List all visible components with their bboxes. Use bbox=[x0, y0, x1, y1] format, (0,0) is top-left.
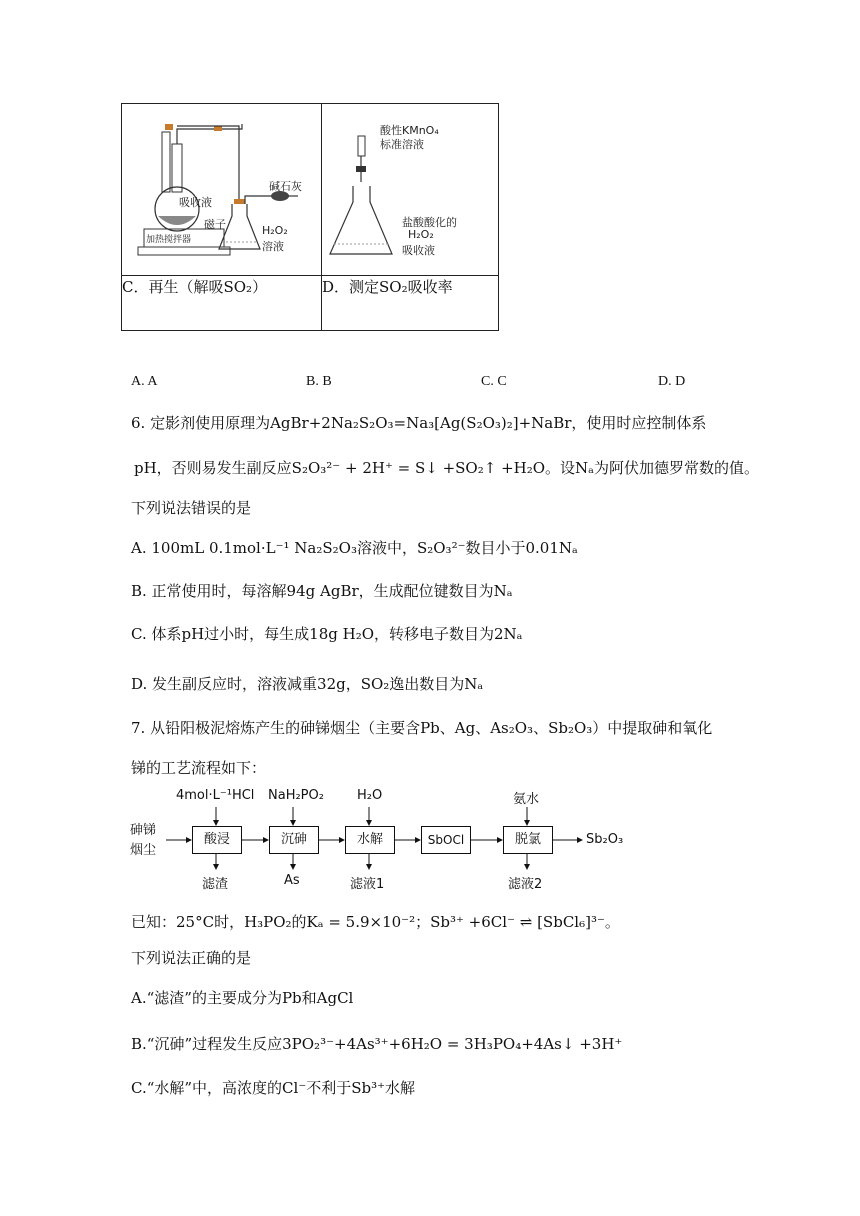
q5-option-a: A. A bbox=[131, 374, 158, 389]
label-absorbent: 吸收液 bbox=[179, 196, 212, 209]
apparatus-c-cell bbox=[122, 104, 322, 276]
flow-step-hydrolysis: 水解 bbox=[345, 826, 395, 854]
flow-reagent-nah2po2: NaH₂PO₂ bbox=[268, 788, 324, 803]
flow-output-filtrate1: 滤液1 bbox=[350, 877, 385, 892]
flow-output-filtrate2: 滤液2 bbox=[508, 877, 543, 892]
label-soda-lime: 碱石灰 bbox=[269, 180, 302, 193]
caption-d: D．测定SO₂吸收率 bbox=[322, 276, 499, 331]
q7-option-b: B.“沉砷”过程发生反应3PO₂³⁻+4As³⁺+6H₂O = 3H₃PO₄+4As↓ +3H⁺ bbox=[131, 1035, 623, 1053]
flow-output-residue: 滤渣 bbox=[202, 877, 229, 892]
q7-stem-line2: 锑的工艺流程如下： bbox=[131, 759, 267, 777]
flow-reagent-ammonia: 氨水 bbox=[513, 792, 540, 807]
q6-stem-line2: pH，否则易发生副反应S₂O₃²⁻ + 2H⁺ = S↓ +SO₂↑ +H₂O。设Nₐ为阿伏加德罗常数的值。 bbox=[134, 459, 759, 477]
flow-input-line2: 烟尘 bbox=[130, 843, 157, 858]
flow-reagent-hcl: 4mol·L⁻¹HCl bbox=[176, 788, 255, 803]
label-heater-stirrer: 加热搅拌器 bbox=[146, 235, 192, 245]
q7-option-c: C.“水解”中，高浓度的Cl⁻不利于Sb³⁺水解 bbox=[131, 1079, 416, 1097]
flow-step-dechlorination: 脱氯 bbox=[503, 826, 553, 854]
q6-option-a: A. 100mL 0.1mol·L⁻¹ Na₂S₂O₃溶液中，S₂O₃²⁻数目小于0.01Nₐ bbox=[131, 539, 578, 557]
label-h2o2: H₂O₂ bbox=[262, 224, 288, 237]
label-kmno4: 酸性KMnO₄ bbox=[380, 124, 439, 137]
caption-c: C．再生（解吸SO₂） bbox=[122, 276, 322, 331]
q5-option-c: C. C bbox=[481, 374, 507, 389]
apparatus-table bbox=[121, 103, 499, 331]
label-stir-bar: 磁子 bbox=[204, 218, 226, 231]
q6-option-d: D. 发生副反应时，溶液减重32g，SO₂逸出数目为Nₐ bbox=[131, 675, 484, 693]
label-hcl-acidified: 盐酸酸化的 bbox=[402, 216, 457, 229]
q7-known: 已知：25°C时，H₃PO₂的Kₐ = 5.9×10⁻²；Sb³⁺ +6Cl⁻ ⇌ [SbCl₆]³⁻。 bbox=[131, 913, 620, 931]
flow-product: Sb₂O₃ bbox=[586, 832, 624, 847]
q6-stem-line3: 下列说法错误的是 bbox=[131, 499, 252, 517]
q7-stem-line1: 7. 从铅阳极泥熔炼产生的砷锑烟尘（主要含Pb、Ag、As₂O₃、Sb₂O₃）中提取砷和氧化 bbox=[131, 719, 713, 737]
q6-option-c: C. 体系pH过小时，每生成18g H₂O，转移电子数目为2Nₐ bbox=[131, 625, 523, 643]
q6-option-b: B. 正常使用时，每溶解94g AgBr，生成配位键数目为Nₐ bbox=[131, 582, 513, 600]
q7-option-a: A.“滤渣”的主要成分为Pb和AgCl bbox=[131, 989, 354, 1007]
flow-reagent-water: H₂O bbox=[357, 788, 383, 803]
label-standard-solution: 标准溶液 bbox=[380, 138, 424, 151]
q7-stem-line3: 下列说法正确的是 bbox=[131, 949, 252, 967]
apparatus-d-cell bbox=[322, 104, 499, 276]
process-flowchart bbox=[128, 785, 648, 895]
label-h2o2-d: H₂O₂ bbox=[408, 228, 434, 241]
flow-step-as-precip: 沉砷 bbox=[269, 826, 319, 854]
flow-step-acid-leach: 酸浸 bbox=[192, 826, 242, 854]
q6-stem-line1: 6. 定影剂使用原理为AgBr+2Na₂S₂O₃=Na₃[Ag(S₂O₃)₂]+NaBr，使用时应控制体系 bbox=[131, 414, 707, 432]
flow-output-as: As bbox=[284, 873, 300, 888]
label-absorbent-d: 吸收液 bbox=[402, 244, 435, 257]
label-solution: 溶液 bbox=[262, 240, 284, 253]
flow-input-line1: 砷锑 bbox=[130, 823, 157, 838]
q5-option-d: D. D bbox=[658, 374, 686, 389]
flow-step-sbocl: SbOCl bbox=[421, 826, 471, 854]
q5-option-b: B. B bbox=[306, 374, 332, 389]
